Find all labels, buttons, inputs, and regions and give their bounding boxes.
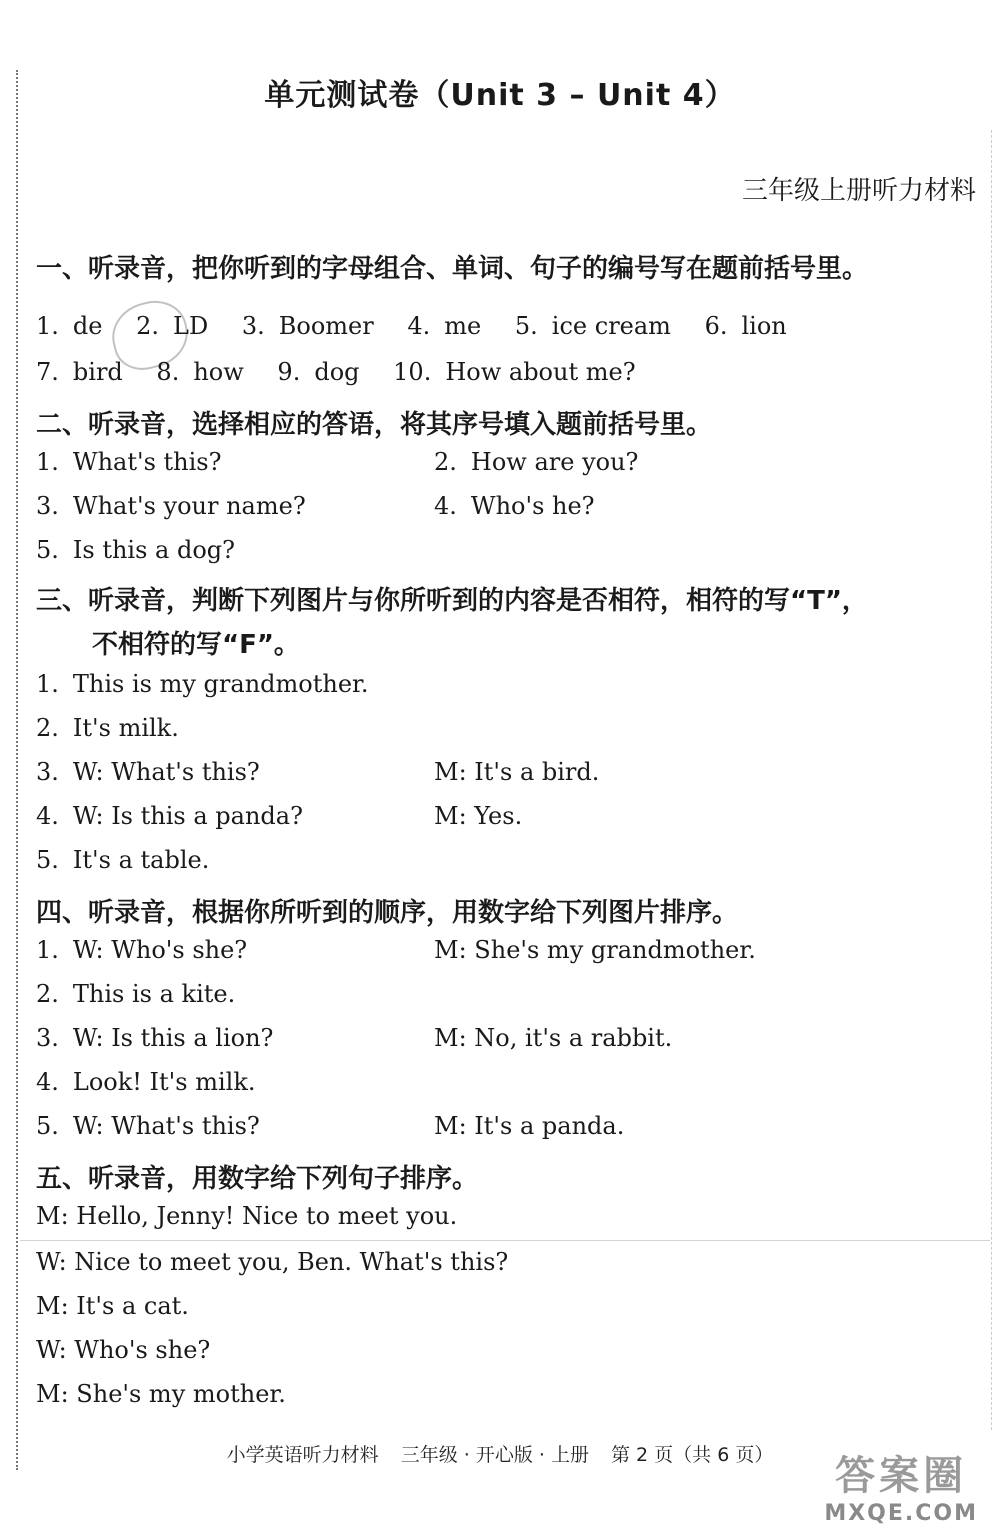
list-item: 3. Boomer xyxy=(241,312,374,340)
binding-dotted-line xyxy=(16,70,18,1470)
section1-row1 xyxy=(36,312,813,340)
dialogue-line: M: Hello, Jenny! Nice to meet you. xyxy=(36,1202,458,1230)
list-item: 3. W: What's this? xyxy=(36,758,260,786)
section3-heading-cont: 不相符的写“F”。 xyxy=(92,630,300,660)
list-item: 4. W: Is this a panda? xyxy=(36,802,303,830)
page-title: 单元测试卷（Unit 3 – Unit 4） xyxy=(264,78,736,113)
list-item: 4. Who's he? xyxy=(434,492,595,520)
list-item: 2. This is a kite. xyxy=(36,980,236,1008)
list-item: 5. ice cream xyxy=(514,312,671,340)
site-watermark xyxy=(824,1444,978,1526)
list-item: 2. How are you? xyxy=(434,448,639,476)
section4-heading: 四、听录音，根据你所听到的顺序，用数字给下列图片排序。 xyxy=(36,898,739,928)
list-item: 9. dog xyxy=(277,358,360,386)
dialogue-reply: M: Yes. xyxy=(434,802,523,830)
list-item: 1. This is my grandmother. xyxy=(36,670,369,698)
list-item: 8. how xyxy=(156,358,244,386)
list-item: 7. bird xyxy=(36,358,123,386)
watermark-logo: 答案圈 xyxy=(835,1453,968,1499)
list-item: 5. It's a table. xyxy=(36,846,210,874)
page-subtitle: 三年级上册听力材料 xyxy=(741,176,976,206)
section3-heading: 三、听录音，判断下列图片与你所听到的内容是否相符，相符的写“T”， xyxy=(36,586,868,616)
section1-heading: 一、听录音，把你听到的字母组合、单词、句子的编号写在题前括号里。 xyxy=(36,254,869,284)
dialogue-line: M: It's a cat. xyxy=(36,1292,189,1320)
list-item: 3. What's your name? xyxy=(36,492,306,520)
section1-row2 xyxy=(36,358,662,386)
dialogue-line: W: Who's she? xyxy=(36,1336,211,1364)
list-item: 2. It's milk. xyxy=(36,714,179,742)
list-item: 5. W: What's this? xyxy=(36,1112,260,1140)
list-item: 5. Is this a dog? xyxy=(36,536,236,564)
dialogue-line: W: Nice to meet you, Ben. What's this? xyxy=(36,1248,509,1276)
margin-dashed-line xyxy=(991,130,992,1430)
dialogue-reply: M: It's a bird. xyxy=(434,758,600,786)
list-item: 3. W: Is this a lion? xyxy=(36,1024,274,1052)
dialogue-reply: M: No, it's a rabbit. xyxy=(434,1024,673,1052)
list-item: 10. How about me? xyxy=(393,358,636,386)
list-item: 1. What's this? xyxy=(36,448,222,476)
list-item: 1. de xyxy=(36,312,103,340)
dialogue-reply: M: It's a panda. xyxy=(434,1112,625,1140)
footer-book-title: 小学英语听力材料 xyxy=(226,1444,379,1466)
dialogue-line: M: She's my mother. xyxy=(36,1380,286,1408)
list-item: 4. Look! It's milk. xyxy=(36,1068,256,1096)
footer-page-number: 第 2 页（共 6 页） xyxy=(611,1444,774,1466)
list-item: 1. W: Who's she? xyxy=(36,936,248,964)
footer-edition: 三年级 · 开心版 · 上册 xyxy=(400,1444,589,1466)
watermark-url: MXQE.COM xyxy=(824,1501,978,1526)
list-item: 2. LD xyxy=(136,312,209,340)
section2-heading: 二、听录音，选择相应的答语，将其序号填入题前括号里。 xyxy=(36,410,713,440)
section5-heading: 五、听录音，用数字给下列句子排序。 xyxy=(36,1164,479,1194)
list-item: 6. lion xyxy=(704,312,787,340)
divider xyxy=(20,1240,990,1241)
list-item: 4. me xyxy=(407,312,482,340)
dialogue-reply: M: She's my grandmother. xyxy=(434,936,756,964)
